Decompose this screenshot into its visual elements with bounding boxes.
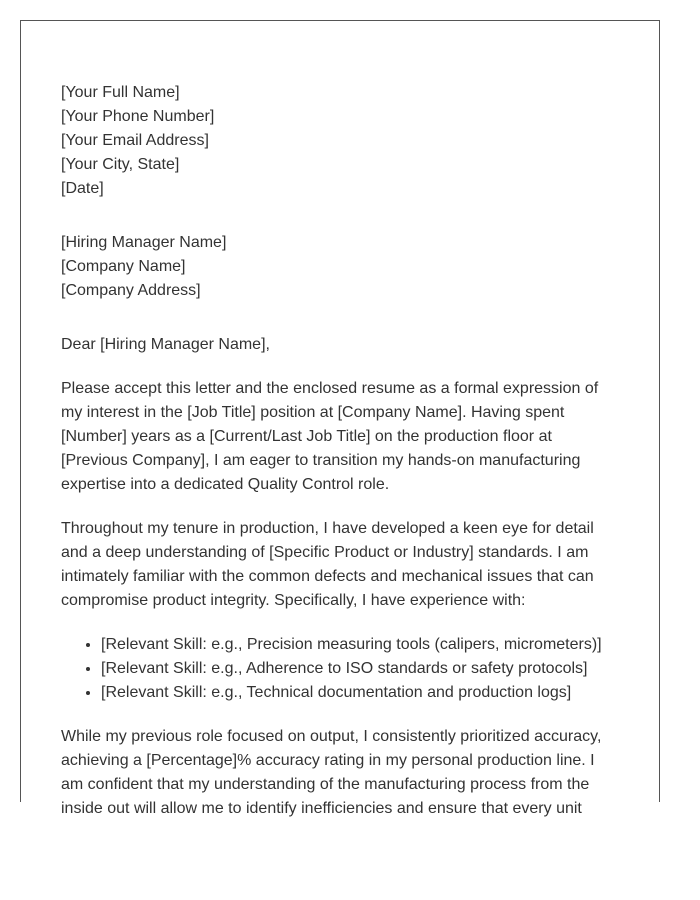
paragraph-experience: Throughout my tenure in production, I have developed a keen eye for detail and a deep understanding of [Specific Product or Industry] standards. I am intimately familiar with the common defects and mechanical issues that can compromise product integrity. Specifically, I have experience with: xyxy=(61,520,594,609)
letter-page xyxy=(20,20,660,817)
sender-email: [Your Email Address] xyxy=(61,132,209,149)
recipient-company: [Company Name] xyxy=(61,258,186,275)
skills-list xyxy=(61,633,621,705)
list-item: • [Relevant Skill: e.g., Adherence to ISO standards or safety protocols] xyxy=(101,657,621,681)
sender-block xyxy=(61,81,621,201)
recipient-block xyxy=(61,231,621,303)
sender-phone: [Your Phone Number] xyxy=(61,108,215,125)
letter-date: [Date] xyxy=(61,180,104,197)
letter-content xyxy=(61,81,621,841)
list-item: • [Relevant Skill: e.g., Technical documentation and production logs] xyxy=(101,681,621,705)
sender-city-state: [Your City, State] xyxy=(61,156,180,173)
recipient-address: [Company Address] xyxy=(61,282,201,299)
salutation: Dear [Hiring Manager Name], xyxy=(61,336,270,353)
list-item: • [Relevant Skill: e.g., Precision measuring tools (calipers, micrometers)] xyxy=(101,633,621,657)
paragraph-intro: Please accept this letter and the enclosed resume as a formal expression of my interest in the [Job Title] position at [Company Name]. Having spent [Number] years as a [Current/Last Job Title] on the production floor at [Previous Company], I am eager to transition my hands-on manufacturing expertise into a dedicated Quality Control role. xyxy=(61,380,599,493)
paragraph-accuracy: While my previous role focused on output, I consistently prioritized accuracy, achieving a [Percentage]% accuracy rating in my personal production line. I am confident that my understanding of the manufacturing process from the inside out will allow me to identify inefficiencies and ensure that every unit xyxy=(61,728,602,817)
sender-full-name: [Your Full Name] xyxy=(61,84,180,101)
recipient-name: [Hiring Manager Name] xyxy=(61,234,227,251)
